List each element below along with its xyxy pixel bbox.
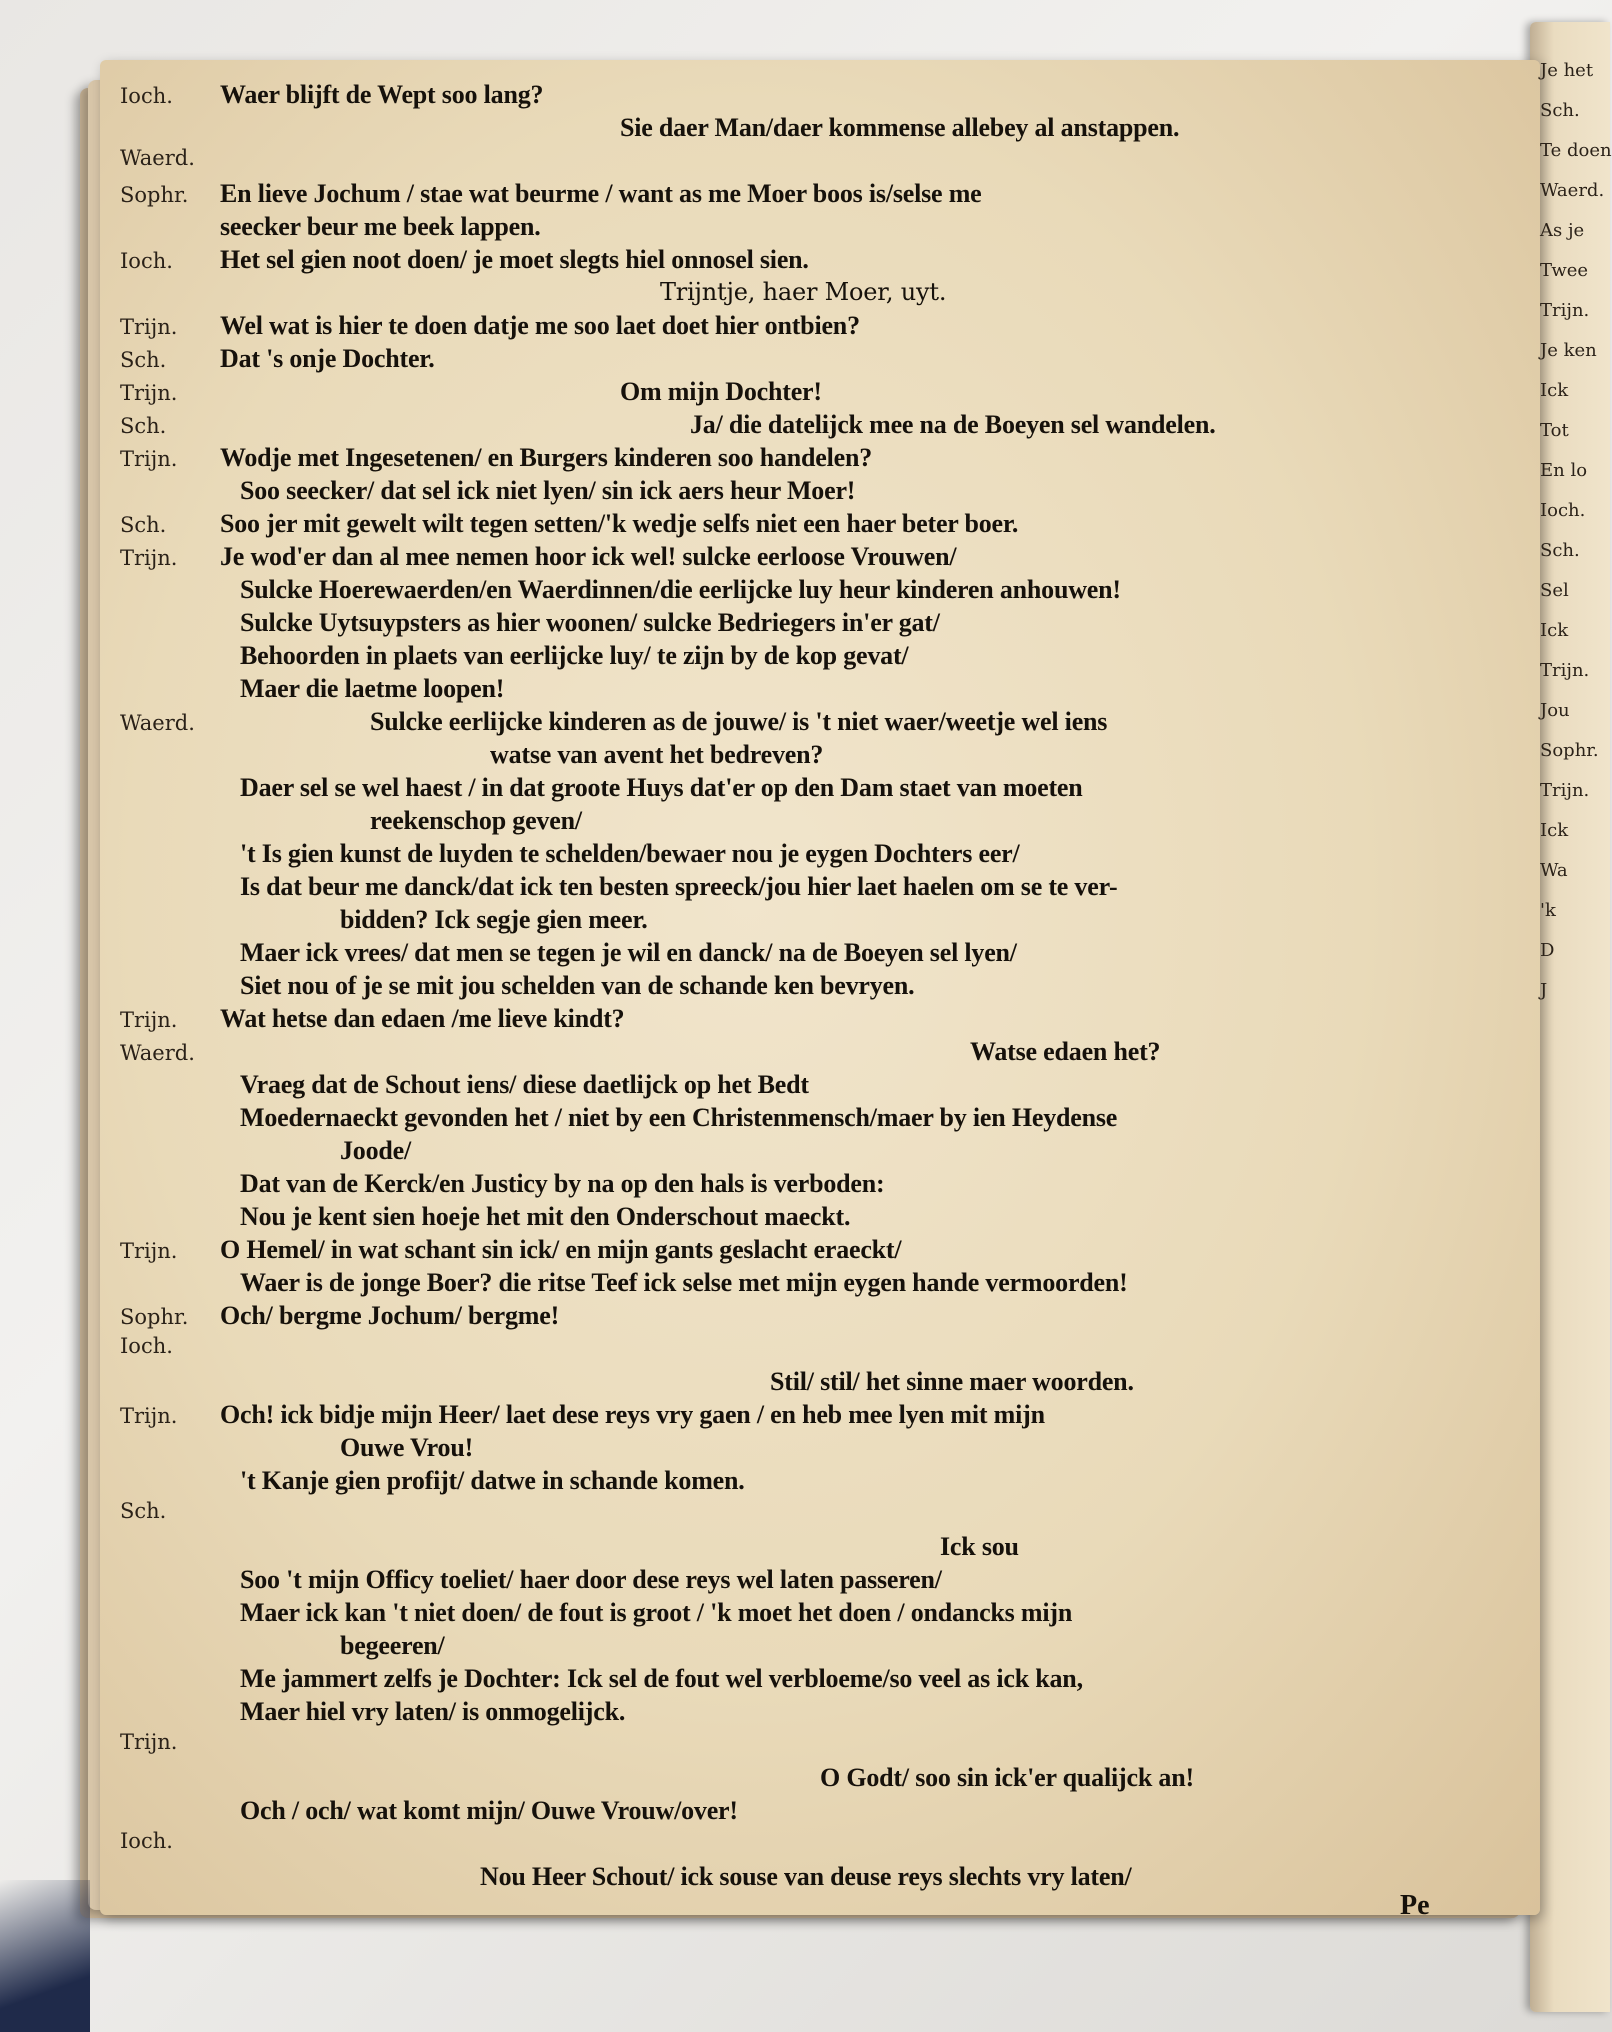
text-line — [120, 443, 1480, 476]
facing-page-fragment: Trijn. — [1540, 660, 1590, 681]
dialogue-text: seecker beur me beek lappen. — [220, 212, 541, 241]
speaker-label: Ioch. — [120, 1829, 173, 1853]
dialogue-text: O Hemel/ in wat schant sin ick/ en mijn gants geslacht eraeckt/ — [220, 1235, 902, 1264]
text-line — [120, 971, 1480, 1004]
text-line — [120, 608, 1480, 641]
dialogue-text: Waer blijft de Wept soo lang? — [220, 80, 544, 109]
speaker-label: Waerd. — [120, 146, 195, 170]
speaker-label: Ioch. — [120, 1334, 173, 1358]
dialogue-text: Maer die laetme loopen! — [240, 674, 505, 703]
dialogue-text: Soo seecker/ dat sel ick niet lyen/ sin ick aers heur Moer! — [240, 476, 856, 505]
speaker-label: Trijn. — [120, 381, 178, 405]
speaker-label: Ioch. — [120, 249, 173, 273]
dialogue-text: Dat van de Kerck/en Justicy by na op den hals is verboden: — [240, 1169, 885, 1198]
dialogue-text: Sulcke Hoerewaerden/en Waerdinnen/die eerlijcke luy heur kinderen anhouwen! — [240, 575, 1121, 604]
speaker-label: Trijn. — [120, 1730, 178, 1754]
dialogue-text: Sulcke eerlijcke kinderen as de jouwe/ is 't niet waer/weetje wel iens — [370, 707, 1108, 736]
text-line — [120, 1532, 1480, 1565]
facing-page-fragment: Sch. — [1540, 540, 1580, 561]
text-line — [120, 311, 1480, 344]
text-line — [120, 1598, 1480, 1631]
dialogue-text: Is dat beur me danck/dat ick ten besten spreeck/jou hier laet haelen om se te ver- — [240, 872, 1118, 901]
text-line — [120, 1862, 1480, 1895]
text-line — [120, 905, 1480, 938]
text-line — [120, 1136, 1480, 1169]
text-line — [120, 1796, 1480, 1829]
dialogue-text: Soo jer mit gewelt wilt tegen setten/'k wedje selfs niet een haer beter boer. — [220, 509, 1019, 538]
facing-page-fragment: En lo — [1540, 460, 1588, 481]
dialogue-text: reekenschop geven/ — [370, 806, 582, 835]
dialogue-text: Nou Heer Schout/ ick souse van deuse reys slechts vry laten/ — [480, 1862, 1132, 1891]
text-line — [120, 1037, 1480, 1070]
text-line — [120, 113, 1480, 146]
dialogue-text: Je wod'er dan al mee nemen hoor ick wel! sulcke eerloose Vrouwen/ — [220, 542, 957, 571]
speaker-label: Waerd. — [120, 1041, 195, 1065]
dialogue-text: Siet nou of je se mit jou schelden van de schande ken bevryen. — [240, 971, 915, 1000]
dialogue-text: Watse edaen het? — [970, 1037, 1161, 1066]
facing-page-fragment: Je ken — [1540, 340, 1597, 361]
facing-page-fragment: Trijn. — [1540, 300, 1590, 321]
text-line — [120, 410, 1480, 443]
dialogue-text: Nou je kent sien hoeje het mit den Onderschout maeckt. — [240, 1202, 851, 1231]
facing-page-fragment: Te doen — [1540, 140, 1612, 161]
facing-page-fragment: Tot — [1540, 420, 1569, 441]
text-line — [120, 80, 1480, 113]
text-line — [120, 1334, 1480, 1367]
dialogue-text: Daer sel se wel haest / in dat groote Huys dat'er op den Dam staet van moeten — [240, 773, 1083, 802]
dialogue-text: Ja/ die datelijck mee na de Boeyen sel wandelen. — [690, 410, 1216, 439]
text-line — [120, 1697, 1480, 1730]
dialogue-text: watse van avent het bedreven? — [490, 740, 824, 769]
dialogue-text: Sulcke Uytsuypsters as hier woonen/ sulcke Bedriegers in'er gat/ — [240, 608, 940, 637]
dialogue-text: begeeren/ — [340, 1631, 445, 1660]
text-line — [120, 1202, 1480, 1235]
dialogue-text: Wel wat is hier te doen datje me soo laet doet hier ontbien? — [220, 311, 860, 340]
facing-page-fragment: Je het — [1540, 60, 1594, 81]
dialogue-text: Moedernaeckt gevonden het / niet by een Christenmensch/maer by ien Heydense — [240, 1103, 1118, 1132]
dialogue-text: Wat hetse dan edaen /me lieve kindt? — [220, 1004, 625, 1033]
dialogue-text: Ick sou — [940, 1532, 1019, 1561]
facing-page-fragment: Sch. — [1540, 100, 1580, 121]
catchword: Pe — [1400, 1890, 1430, 1921]
text-line — [120, 1499, 1480, 1532]
text-line — [120, 377, 1480, 410]
dialogue-text: Maer hiel vry laten/ is onmogelijck. — [240, 1697, 626, 1726]
text-line — [120, 1565, 1480, 1598]
speaker-label: Trijn. — [120, 1239, 178, 1263]
speaker-label: Sch. — [120, 513, 167, 537]
facing-page-fragment: Ick — [1540, 380, 1569, 401]
dialogue-text: Het sel gien noot doen/ je moet slegts hiel onnosel sien. — [220, 245, 809, 274]
text-line — [120, 476, 1480, 509]
background-cloth — [0, 1880, 90, 2032]
text-line — [120, 1664, 1480, 1697]
dialogue-text: Maer ick vrees/ dat men se tegen je wil en danck/ na de Boeyen sel lyen/ — [240, 938, 1017, 967]
dialogue-text: Behoorden in plaets van eerlijcke luy/ te zijn by de kop gevat/ — [240, 641, 909, 670]
text-line — [120, 1466, 1480, 1499]
text-line — [120, 1763, 1480, 1796]
facing-page-fragment: J — [1540, 980, 1548, 1001]
text-line — [120, 773, 1480, 806]
text-line — [120, 1730, 1480, 1763]
text-line — [120, 509, 1480, 542]
text-line — [120, 1631, 1480, 1664]
dialogue-text: Ouwe Vrou! — [340, 1433, 474, 1462]
facing-page-fragment: Ick — [1540, 620, 1569, 641]
text-line — [120, 1400, 1480, 1433]
speaker-label: Trijn. — [120, 315, 178, 339]
text-line — [120, 212, 1480, 245]
dialogue-text: En lieve Jochum / stae wat beurme / want as me Moer boos is/selse me — [220, 179, 982, 208]
facing-page-fragment: Sel — [1540, 580, 1569, 601]
text-line — [120, 839, 1480, 872]
dialogue-text: Soo 't mijn Officy toeliet/ haer door dese reys wel laten passeren/ — [240, 1565, 942, 1594]
text-line — [120, 1169, 1480, 1202]
dialogue-text: Sie daer Man/daer kommense allebey al anstappen. — [620, 113, 1180, 142]
speaker-label: Trijn. — [120, 546, 178, 570]
dialogue-text: Maer ick kan 't niet doen/ de fout is groot / 'k moet het doen / ondancks mijn — [240, 1598, 1073, 1627]
stage-direction: Trijntje, haer Moer, uyt. — [660, 278, 947, 306]
text-line — [120, 740, 1480, 773]
facing-page-fragment: Ick — [1540, 820, 1569, 841]
speaker-label: Ioch. — [120, 84, 173, 108]
text-line — [120, 1103, 1480, 1136]
text-line — [120, 1829, 1480, 1862]
facing-page-fragment: 'k — [1540, 900, 1556, 921]
speaker-label: Trijn. — [120, 1404, 178, 1428]
speaker-label: Sch. — [120, 348, 167, 372]
text-line — [120, 707, 1480, 740]
speaker-label: Trijn. — [120, 447, 178, 471]
dialogue-text: bidden? Ick segje gien meer. — [340, 905, 648, 934]
dialogue-text: 't Is gien kunst de luyden te schelden/bewaer nou je eygen Dochters eer/ — [240, 839, 1020, 868]
text-line — [120, 938, 1480, 971]
facing-page-fragment: Ioch. — [1540, 500, 1586, 521]
speaker-label: Trijn. — [120, 1008, 178, 1032]
facing-page-fragment: Waerd. — [1540, 180, 1605, 201]
text-line — [120, 1004, 1480, 1037]
play-text — [120, 80, 1480, 1895]
text-line — [120, 278, 1480, 311]
text-line — [120, 1070, 1480, 1103]
facing-page-margin — [1540, 60, 1612, 1020]
dialogue-text: 't Kanje gien profijt/ datwe in schande komen. — [240, 1466, 745, 1495]
facing-page-fragment: As je — [1540, 220, 1585, 241]
dialogue-text: Stil/ stil/ het sinne maer woorden. — [770, 1367, 1134, 1396]
text-line — [120, 1235, 1480, 1268]
speaker-label: Sch. — [120, 1499, 167, 1523]
dialogue-text: Vraeg dat de Schout iens/ diese daetlijck op het Bedt — [240, 1070, 809, 1099]
speaker-label: Sophr. — [120, 1305, 189, 1329]
dialogue-text: Och/ bergme Jochum/ bergme! — [220, 1301, 560, 1330]
dialogue-text: Joode/ — [340, 1136, 412, 1165]
speaker-label: Sophr. — [120, 183, 189, 207]
speaker-label: Waerd. — [120, 711, 195, 735]
text-line — [120, 245, 1480, 278]
dialogue-text: Om mijn Dochter! — [620, 377, 822, 406]
facing-page-fragment: Sophr. — [1540, 740, 1599, 761]
text-line — [120, 179, 1480, 212]
dialogue-text: O Godt/ soo sin ick'er qualijck an! — [820, 1763, 1194, 1792]
dialogue-text: Wodje met Ingesetenen/ en Burgers kinderen soo handelen? — [220, 443, 873, 472]
facing-page-fragment: Jou — [1540, 700, 1570, 721]
text-line — [120, 872, 1480, 905]
facing-page-fragment: Wa — [1540, 860, 1568, 881]
dialogue-text: Och! ick bidje mijn Heer/ laet dese reys vry gaen / en heb mee lyen mit mijn — [220, 1400, 1045, 1429]
facing-page-fragment: D — [1540, 940, 1555, 961]
dialogue-text: Waer is de jonge Boer? die ritse Teef ick selse met mijn eygen hande vermoorden! — [240, 1268, 1128, 1297]
text-line — [120, 641, 1480, 674]
text-line — [120, 344, 1480, 377]
text-line — [120, 806, 1480, 839]
speaker-label: Sch. — [120, 414, 167, 438]
dialogue-text: Me jammert zelfs je Dochter: Ick sel de fout wel verbloeme/so veel as ick kan, — [240, 1664, 1083, 1693]
text-line — [120, 1367, 1480, 1400]
text-line — [120, 1268, 1480, 1301]
dialogue-text: Dat 's onje Dochter. — [220, 344, 435, 373]
dialogue-text: Och / och/ wat komt mijn/ Ouwe Vrouw/over! — [240, 1796, 738, 1825]
text-line — [120, 542, 1480, 575]
facing-page-fragment: Twee — [1540, 260, 1589, 281]
text-line — [120, 1301, 1480, 1334]
text-line — [120, 1433, 1480, 1466]
facing-page-fragment: Trijn. — [1540, 780, 1590, 801]
text-line — [120, 575, 1480, 608]
text-line — [120, 674, 1480, 707]
text-line — [120, 146, 1480, 179]
